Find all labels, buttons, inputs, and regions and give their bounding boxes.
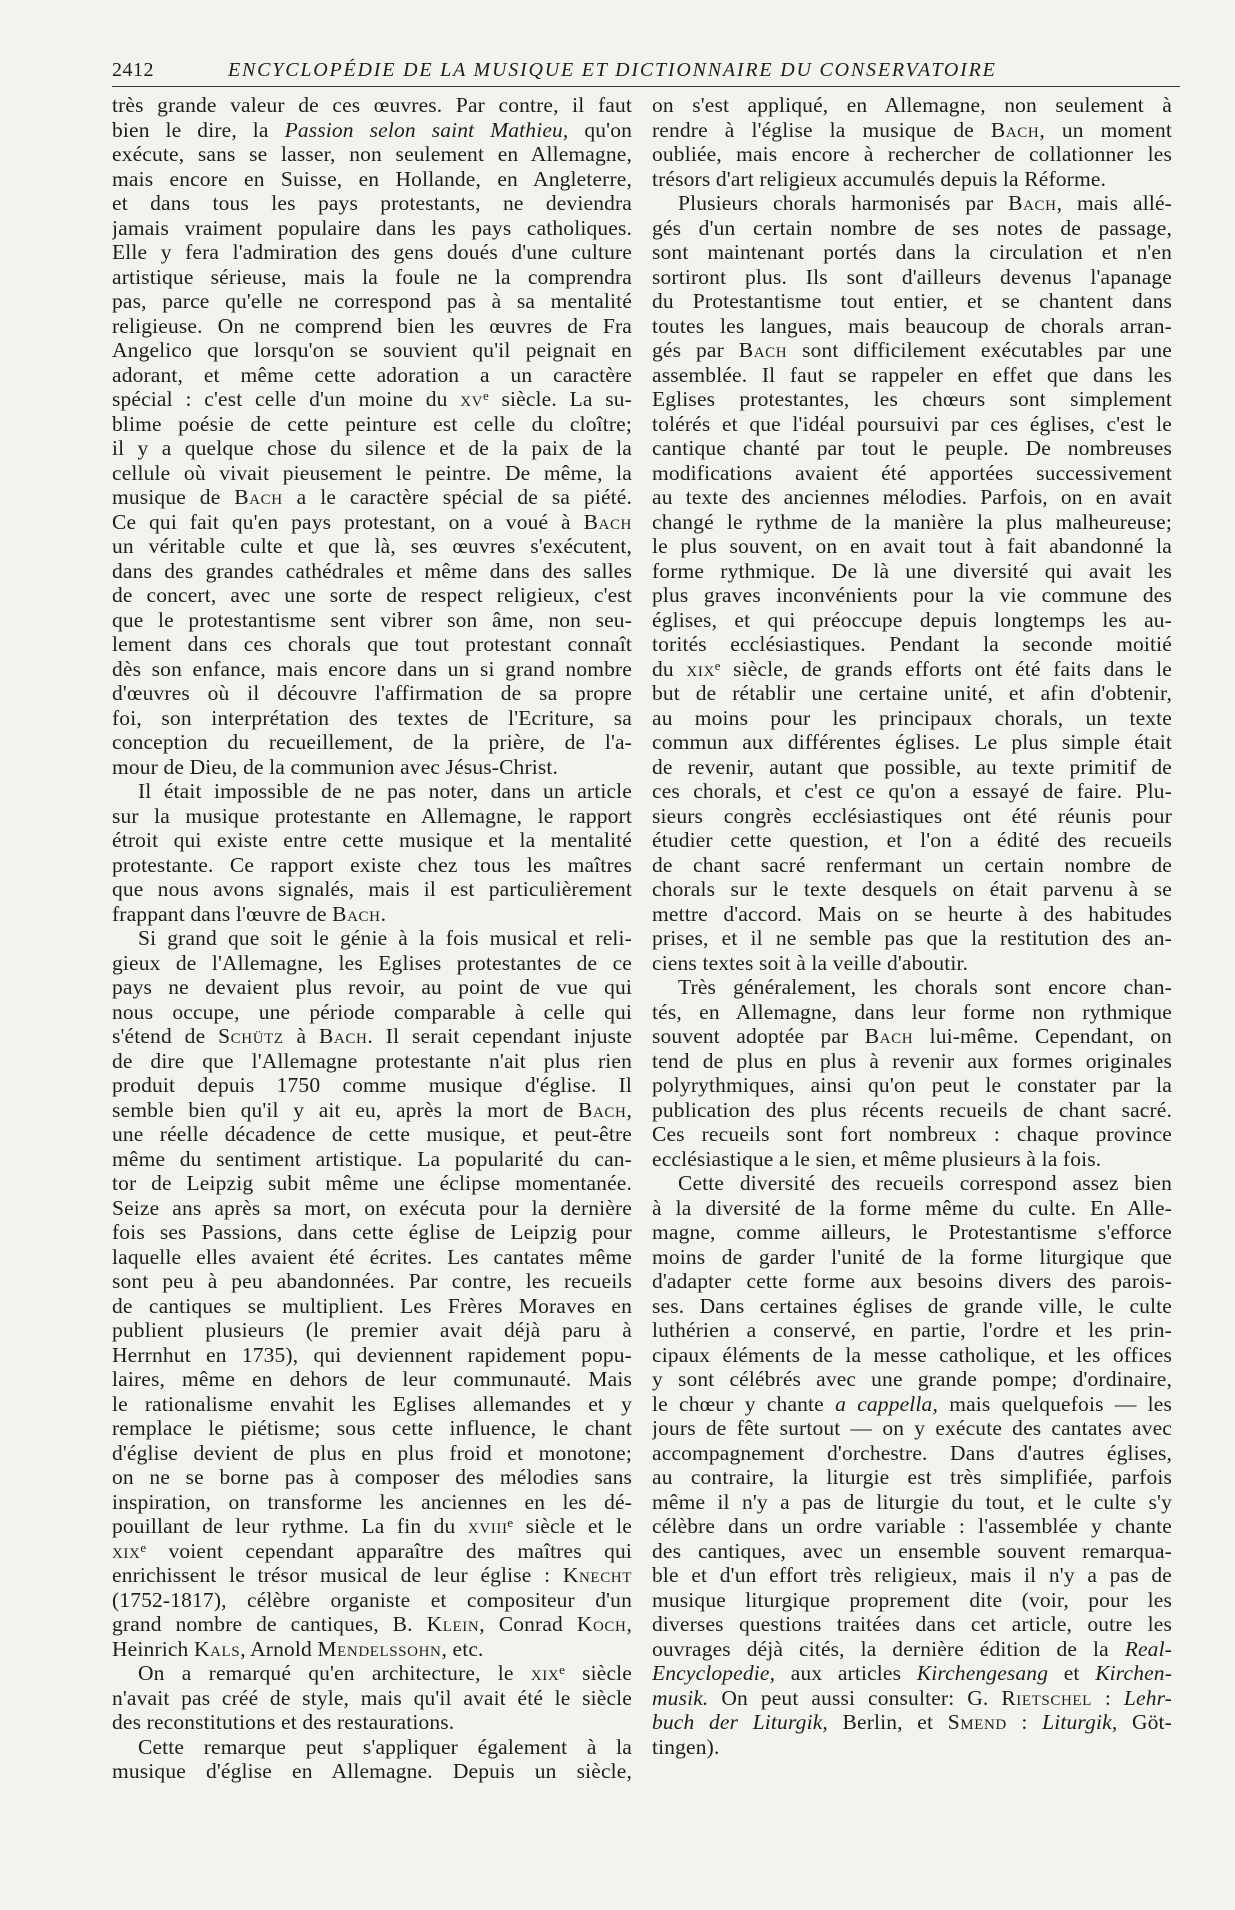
text-segment: Göt- [1117,1710,1172,1734]
text-line: même il n'y a pas de liturgie du tout, et le culte s'y [652,1489,1172,1514]
small-caps-text: xix [686,656,715,681]
text-line: Très généralement, les chorals sont encore chan- [678,975,1172,999]
text-segment: spécial : c'est celle d'un moine du [112,387,461,411]
text-line: d'église devient de plus en plus froid et monotone; [112,1440,632,1465]
text-line: remplace le piétisme; sous cette influence, le chant [112,1416,632,1440]
text-line: dans des grandes cathédrales et même dans des salles [112,558,632,583]
text-line: d'adapter cette forme aux besoins divers des parois- [652,1269,1172,1293]
text-line [652,118,1172,143]
paragraph [112,779,632,926]
text-line: mettre d'accord. Mais on se heurte à des habitudes [652,901,1172,926]
small-caps-text: Bach [1008,191,1057,215]
text-line: Seize ans après sa mort, on exécuta pour la dernière [112,1195,632,1220]
text-line: diverses questions traitées dans cet article, outre les [652,1612,1172,1636]
text-segment: ᵉ siècle [559,1661,632,1685]
italic-text: Real- [1124,1636,1172,1661]
paragraph [112,1735,632,1784]
text-line: torités ecclésiastiques. Pendant la seconde moitié [652,632,1172,656]
text-segment: souvent adoptée par [652,1024,865,1048]
text-line: inspiration, on transforme les anciennes en les dé- [112,1489,632,1514]
text-segment: à [283,1024,319,1048]
text-line: au texte des anciennes mélodies. Parfois, on en avait [652,485,1172,509]
text-line [652,1661,1172,1686]
text-line: de chant sacré renfermant un certain nombre de [652,852,1172,877]
paragraph [112,926,632,1661]
text-line: publient plusieurs (le premier avait déjà paru à [112,1318,632,1342]
text-segment: , etc. [441,1636,484,1661]
text-segment: ᵉ voient cependant apparaître des maîtres qui [140,1538,632,1563]
text-segment: On peut aussi consulter: G. [708,1685,1002,1710]
text-line [112,510,632,535]
paragraph [652,1171,1172,1759]
text-line: sont peu à peu abandonnées. Par contre, les recueils [112,1269,632,1293]
text-line: tolérés et que l'idéal poursuivi par ces églises, c'est le [652,411,1172,436]
text-line: même du sentiment artistique. La popularité du can- [112,1146,632,1171]
small-caps-text: Bach [864,1024,914,1048]
text-segment: grand nombre de cantiques, B. [112,1612,427,1636]
text-line: Elle y fera l'admiration des gens doués d'une culture [112,240,632,264]
small-caps-text: Bach [319,1024,368,1048]
small-caps-text: xix [112,1538,141,1563]
text-line [112,387,632,412]
text-line: tingen). [652,1734,720,1759]
text-line: Si grand que soit le génie à la fois musical et reli- [138,926,632,950]
text-segment: aux articles [775,1661,917,1685]
text-line: conception du recueillement, de la prière, de l'a- [112,730,632,754]
italic-text: Liturgik, [1042,1710,1118,1734]
italic-text: Passion selon saint Mathieu, [284,117,569,142]
text-line: Cette remarque peut s'appliquer également à la [138,1734,632,1759]
text-segment: ᵉ siècle et le [507,1514,632,1538]
text-line: blime poésie de cette peinture est celle du cloître; [112,411,632,436]
paragraph [652,191,1172,975]
text-line: à la diversité de la forme même du culte. En Alle- [652,1195,1172,1220]
text-segment: ouvrages déjà cités, la dernière édition de la [652,1636,1125,1661]
text-line [112,1563,632,1588]
text-line: jours de fête surtout — on y exécute des cantates avec [652,1416,1172,1440]
text-segment: bien le dire, la [112,117,285,142]
small-caps-text: Rietschel [1001,1685,1092,1710]
text-segment: pouillant de leur rythme. La fin du [112,1514,468,1538]
text-line [652,657,1172,682]
text-line: adorant, et même cette adoration a un caractère [112,362,632,387]
text-line: religieuse. On ne comprend bien les œuvres de Fra [112,313,632,338]
text-line: sortiront plus. Ils sont d'ailleurs devenus l'apanage [652,264,1172,289]
text-line: tend de plus en plus à revenir aux formes originales [652,1048,1172,1073]
text-line: laquelle elles avaient été écrites. Les cantates même [112,1244,632,1269]
small-caps-text: Kals [193,1636,241,1661]
text-line [652,1392,1172,1417]
text-line: du Protestantisme tout entier, et se chantent dans [652,289,1172,313]
small-caps-text: Mendelssohn [317,1636,442,1661]
text-segment: Plusieurs chorals harmonisés par [678,191,1009,215]
text-line [112,1098,632,1123]
text-line: musique liturgique proprement dite (voir, pour les [652,1587,1172,1612]
text-segment: , un moment [1039,117,1172,142]
small-caps-text: Bach [738,338,788,362]
text-line: de dire que l'Allemagne protestante n'ait plus rien [112,1048,632,1073]
page-number: 2412 [112,59,154,81]
paragraph [112,93,632,779]
text-line: fois ses Passions, dans cette église de Leipzig pour [112,1220,632,1244]
text-line: Cette diversité des recueils correspond assez bien [678,1171,1172,1195]
text-line: dès son enfance, mais encore dans un si grand nombre [112,656,632,681]
text-line: des reconstitutions et des restaurations. [112,1710,455,1734]
text-line: gieux de l'Allemagne, les Eglises protestantes de ce [112,950,632,975]
small-caps-text: Bach [578,1097,627,1122]
text-line: sont maintenant portés dans la circulation et n'en [652,240,1172,264]
text-line: de revenir, autant que possible, au texte primitif de [652,754,1172,779]
text-segment: , mais allé- [1056,191,1172,215]
text-line: laires, même en dehors de leur communauté. Mais [112,1367,632,1391]
paragraph [112,1661,632,1735]
italic-text: a cappella, [835,1391,938,1416]
text-line: de cantiques se multiplient. Les Frères Moraves en [112,1293,632,1318]
small-caps-text: Bach [583,509,632,534]
text-line [112,902,632,927]
text-line [112,485,632,510]
small-caps-text: Schütz [218,1024,284,1048]
text-line: musique d'église en Allemagne. Depuis un siècle, [112,1759,632,1783]
text-line: chorals sur le texte desquels on était parvenu à se [652,877,1172,901]
italic-text: buch der Liturgik, [652,1710,828,1734]
text-segment: ᵉ siècle, de grands efforts ont été faits dans le [714,656,1172,681]
text-segment: , Arnold [240,1636,318,1661]
right-column [652,93,1172,1759]
text-line [112,1661,632,1686]
text-line: cellule où vivait pieusement le peintre. De même, la [112,460,632,485]
text-line: de concert, avec une sorte de respect religieux, c'est [112,583,632,607]
text-segment: musique de [112,485,235,509]
text-line: Ces recueils sont fort nombreux : chaque province [652,1122,1172,1146]
text-segment: rendre à l'église la musique de [652,117,991,142]
text-line: gés d'un certain nombre de ses notes de passage, [652,215,1172,240]
text-line: toutes les langues, mais beaucoup de chorals arran- [652,313,1172,338]
text-line: publication des plus récents recueils de chant sacré. [652,1097,1172,1122]
text-line: le rationalisme envahit les Eglises allemandes et y [112,1391,632,1416]
text-line: étudier cette question, et l'on a édité des recueils [652,828,1172,852]
text-segment: . [380,901,387,926]
text-segment: semble bien qu'il y ait eu, après la mort de [112,1097,579,1122]
small-caps-text: Klein [426,1612,480,1636]
text-line [112,1539,632,1564]
small-caps-text: xviii [467,1514,508,1538]
italic-text: musik. [652,1685,709,1710]
text-line [652,191,1172,216]
text-segment: s'étend de [112,1024,219,1048]
text-line: le plus souvent, on en avait tout à fait abandonné la [652,534,1172,558]
text-line: sieurs congrès ecclésiastiques ont été réunis pour [652,803,1172,828]
text-line: et dans tous les pays protestants, ne deviendra [112,191,632,215]
text-segment: , [626,1097,632,1122]
text-line: protestante. Ce rapport existe chez tous les maîtres [112,852,632,877]
text-line: ses. Dans certaines églises de grande ville, le culte [652,1293,1172,1318]
text-line: églises, et qui préoccupe depuis longtemps les au- [652,607,1172,632]
text-line: sur la musique protestante en Allemagne, le rapport [112,803,632,828]
text-line: il y a quelque chose du silence et de la paix de la [112,436,632,460]
italic-text: Lehr- [1123,1685,1172,1710]
italic-text: Encyclopedie, [652,1661,776,1685]
text-segment: ᵉ siècle. La su- [483,387,632,411]
header-rule [112,86,1180,87]
text-line: n'avait pas créé de style, mais qu'il avait été le siècle [112,1685,632,1710]
text-line: des cantiques, avec un ensemble souvent remarqua- [652,1538,1172,1563]
text-line: Angelico que lorsqu'on se souvient qu'il peignait en [112,338,632,362]
text-line: un véritable culte et que là, ses œuvres s'exécutent, [112,534,632,558]
text-line [112,1637,632,1662]
text-line: exécute, sans se lasser, non seulement en Allemagne, [112,142,632,166]
text-line: oubliée, mais encore à rechercher de collationner les [652,142,1172,166]
text-line: commun aux différentes églises. Le plus simple était [652,730,1172,754]
text-segment: Ce qui fait qu'en pays protestant, on a voué à [112,509,584,534]
text-line: on s'est appliqué, en Allemagne, non seulement à [652,93,1172,117]
text-line: foi, son interprétation des textes de l'Ecriture, sa [112,705,632,730]
text-line: magne, comme ailleurs, le Protestantisme s'efforce [652,1220,1172,1244]
text-line: mais encore en Suisse, en Hollande, en Angleterre, [112,166,632,191]
text-line: luthérien a conservé, en partie, l'ordre et les prin- [652,1318,1172,1342]
text-line [112,118,632,143]
text-segment: Heinrich [112,1636,194,1661]
small-caps-text: Koch [576,1612,627,1636]
text-line: que nous avons signalés, mais il est particulièrement [112,877,632,901]
text-line: pas, parce qu'elle ne correspond pas à sa mentalité [112,289,632,313]
text-segment: , Conrad [479,1612,577,1636]
small-caps-text: Knecht [562,1563,632,1587]
text-segment: : [1006,1710,1043,1734]
text-line: (1752-1817), célèbre organiste et compositeur d'un [112,1587,632,1612]
italic-text: Kirchengesang [916,1661,1049,1685]
text-line: modifications avaient été apportées successivement [652,460,1172,485]
text-line: d'œuvres où il découvre l'affirmation de sa propre [112,681,632,705]
text-line: une réelle décadence de cette musique, et peut-être [112,1122,632,1146]
paragraph [652,93,1172,191]
text-segment: a le caractère spécial de sa piété. [282,485,632,509]
text-line: au contraire, la liturgie est très simplifiée, parfois [652,1465,1172,1489]
text-segment: . Il serait cependant injuste [367,1024,632,1048]
text-line: étroit qui existe entre cette musique et la mentalité [112,828,632,852]
text-segment: le chœur y chante [652,1391,836,1416]
text-line: ecclésiastique a le sien, et même plusieurs à la fois. [652,1146,1102,1171]
small-caps-text: xv [460,387,484,411]
text-segment: gés par [652,338,739,362]
text-line: polyrythmiques, ainsi qu'on peut le constater par la [652,1073,1172,1097]
small-caps-text: xix [530,1661,560,1685]
text-line: assemblée. Il faut se rappeler en effet que dans les [652,362,1172,387]
paragraph [652,975,1172,1171]
text-line: nous occupe, une période comparable à celle qui [112,999,632,1024]
small-caps-text: Smend [947,1710,1007,1734]
text-line [112,1612,632,1637]
text-line: prises, et il ne semble pas que la restitution des an- [652,926,1172,950]
text-line: au moins pour les principaux chorals, un texte [652,705,1172,730]
text-segment: qu'on [568,117,632,142]
text-line: Il était impossible de ne pas noter, dans un article [138,779,632,803]
text-line: pays ne devaient plus revoir, au point de vue qui [112,975,632,999]
text-line: moins de garder l'unité de la forme liturgique que [652,1244,1172,1269]
text-segment: et [1048,1661,1096,1685]
text-segment: mais quelquefois — les [937,1391,1172,1416]
text-line [652,1686,1172,1711]
text-line: que le protestantisme sent vibrer son âme, non seu- [112,607,632,632]
text-line: tés, en Allemagne, dans leur forme non rythmique [652,999,1172,1024]
small-caps-text: Bach [234,485,283,509]
text-line: tor de Leipzig subit même une éclipse momentanée. [112,1171,632,1195]
text-segment: sont difficilement exécutables par une [787,338,1172,362]
text-line: cantique chanté par tout le peuple. De nombreuses [652,436,1172,460]
text-line [652,1024,1172,1049]
text-line: Eglises protestantes, les chœurs sont simplement [652,387,1172,411]
text-segment: frappant dans l'œuvre de [112,901,333,926]
text-line: artistique sérieuse, mais la foule ne la comprendra [112,264,632,289]
text-line: plus graves inconvénients pour la vie commune des [652,583,1172,607]
text-line: jamais vraiment populaire dans les pays catholiques. [112,215,632,240]
text-line: accompagnement d'orchestre. Dans d'autres églises, [652,1440,1172,1465]
text-line: célèbre dans un ordre variable : l'assemblée y chante [652,1514,1172,1538]
text-line: très grande valeur de ces œuvres. Par contre, il faut [112,93,632,117]
text-line: Herrnhut en 1735), qui deviennent rapidement popu- [112,1342,632,1367]
text-segment: du [652,656,687,681]
text-line: produit depuis 1750 comme musique d'église. Il [112,1073,632,1097]
text-segment: : [1091,1685,1124,1710]
left-column [112,93,632,1784]
text-line: ces chorals, et c'est ce qu'on a essayé de faire. Plu- [652,779,1172,803]
text-line: ble et d'un effort très religieux, mais il n'y a pas de [652,1563,1172,1587]
text-segment: On a remarqué qu'en architecture, le [138,1661,531,1685]
text-line [652,1637,1172,1662]
text-line: but de rétablir une certaine unité, et afin d'obtenir, [652,681,1172,705]
text-line: ciens textes soit à la veille d'aboutir. [652,950,969,975]
text-segment: lui-même. Cependant, on [913,1024,1172,1048]
text-line: changé le rythme de la manière la plus malheureuse; [652,509,1172,534]
small-caps-text: Bach [990,117,1040,142]
text-line: forme rythmique. De là une diversité qui avait les [652,558,1172,583]
text-line: cipaux éléments de la messe catholique, et les offices [652,1342,1172,1367]
text-segment: , [626,1612,632,1636]
text-line: mour de Dieu, de la communion avec Jésus-Christ. [112,754,559,779]
text-line: y sont célébrés avec une grande pompe; d'ordinaire, [652,1367,1172,1391]
small-caps-text: Bach [332,901,381,926]
text-line [112,1514,632,1539]
text-line: on ne se borne pas à composer des mélodies sans [112,1465,632,1489]
text-line [652,338,1172,363]
text-line: trésors d'art religieux accumulés depuis la Réforme. [652,166,1107,191]
italic-text: Kirchen- [1095,1661,1172,1685]
text-segment: Berlin, et [827,1710,948,1734]
text-line [652,1710,1172,1735]
text-line [112,1024,632,1049]
text-line: lement dans ces chorals que tout protestant connaît [112,632,632,656]
running-title: ENCYCLOPÉDIE DE LA MUSIQUE ET DICTIONNAIRE DU CONSERVATOIRE [228,59,997,81]
text-segment: enrichissent le trésor musical de leur église : [112,1563,563,1587]
